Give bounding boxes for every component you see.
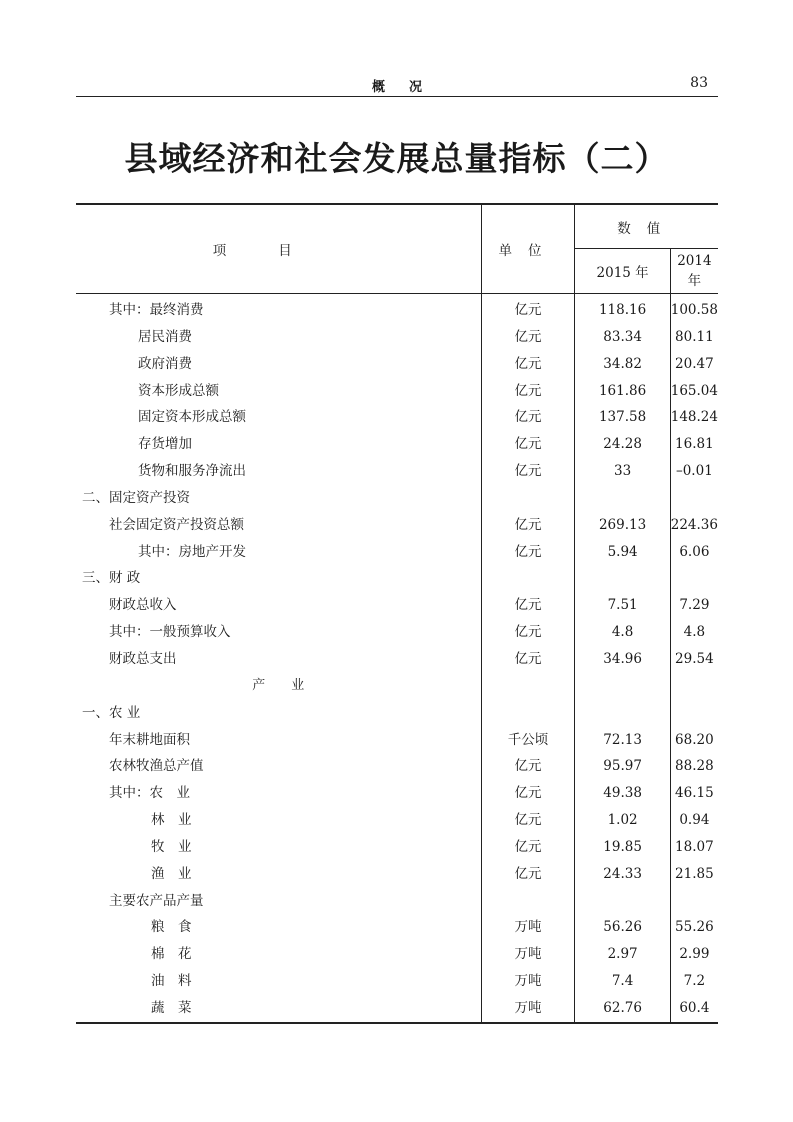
row-value-2014: 80.11	[675, 328, 714, 345]
row-value-2015: 161.86	[575, 378, 670, 405]
row-value-2015: 4.8	[575, 619, 670, 646]
row-unit: 亿元	[481, 592, 575, 619]
row-item: 其中：房地产开发	[138, 543, 246, 560]
row-item: 存货增加	[138, 436, 192, 453]
page-title: 县域经济和社会发展总量指标（二）	[124, 139, 669, 178]
row-value-2015: 7.4	[575, 968, 670, 995]
row-item: 产业	[252, 677, 331, 693]
row-value-2014: 68.20	[675, 731, 714, 748]
row-unit: 万吨	[481, 968, 575, 995]
row-value-2014: –0.01	[675, 463, 713, 480]
row-value-2015: 33	[575, 458, 670, 485]
row-item: 油 料	[151, 973, 192, 990]
row-value-2015: 269.13	[575, 512, 670, 539]
row-value-2015: 5.94	[575, 539, 670, 566]
table-row	[76, 539, 718, 566]
table-row	[76, 592, 718, 619]
section-name: 概况	[371, 80, 446, 95]
row-unit	[481, 485, 575, 512]
row-unit: 万吨	[481, 995, 575, 1023]
row-value-2014: 20.47	[675, 355, 714, 372]
indicator-table	[76, 203, 718, 1024]
row-value-2014: 100.58	[670, 302, 718, 318]
row-value-2014: 2.99	[679, 946, 710, 963]
row-value-2015: 2.97	[575, 941, 670, 968]
table-row	[76, 941, 718, 968]
table-row	[76, 834, 718, 861]
row-value-2014	[670, 700, 718, 727]
row-value-2015: 118.16	[575, 294, 670, 324]
table-row	[76, 861, 718, 888]
running-header	[76, 70, 718, 97]
table-row	[76, 753, 718, 780]
table-row	[76, 431, 718, 458]
table-row	[76, 512, 718, 539]
row-item: 林 业	[151, 812, 192, 829]
row-item: 其中：农 业	[109, 785, 190, 802]
header-value: 数值	[575, 204, 718, 249]
row-unit: 亿元	[481, 431, 575, 458]
table-row	[76, 700, 718, 727]
table-row	[76, 324, 718, 351]
table-row	[76, 404, 718, 431]
row-unit: 亿元	[481, 807, 575, 834]
table-row	[76, 727, 718, 754]
row-unit: 亿元	[481, 324, 575, 351]
row-value-2014: 16.81	[675, 436, 714, 453]
table-row	[76, 619, 718, 646]
row-value-2015: 72.13	[575, 727, 670, 754]
row-item: 其中：最终消费	[109, 302, 204, 318]
table-row	[76, 458, 718, 485]
table-row	[76, 294, 718, 324]
row-value-2015	[575, 700, 670, 727]
row-value-2015: 62.76	[575, 995, 670, 1023]
table-body	[76, 294, 718, 1023]
row-value-2014: 55.26	[675, 919, 714, 936]
row-unit: 亿元	[481, 378, 575, 405]
header-item: 项目	[76, 204, 481, 294]
row-item: 居民消费	[138, 328, 192, 345]
row-unit: 亿元	[481, 753, 575, 780]
row-value-2014: 224.36	[670, 516, 718, 533]
row-value-2014: 18.07	[675, 838, 714, 855]
row-value-2014	[670, 485, 718, 512]
row-item: 政府消费	[138, 355, 192, 372]
row-item: 二、固定资产投资	[82, 489, 190, 506]
row-unit	[481, 565, 575, 592]
row-unit: 亿元	[481, 458, 575, 485]
table-row	[76, 995, 718, 1023]
row-value-2015: 83.34	[575, 324, 670, 351]
row-unit: 亿元	[481, 351, 575, 378]
row-value-2014: 4.8	[683, 624, 706, 641]
row-unit	[481, 673, 575, 700]
row-value-2015: 24.33	[575, 861, 670, 888]
row-unit: 千公顷	[481, 727, 575, 754]
row-unit: 亿元	[481, 404, 575, 431]
row-value-2015: 95.97	[575, 753, 670, 780]
row-value-2014	[670, 673, 718, 700]
row-unit: 亿元	[481, 619, 575, 646]
table-row	[76, 673, 718, 700]
row-value-2015: 34.82	[575, 351, 670, 378]
row-unit: 万吨	[481, 914, 575, 941]
header-unit: 单位	[481, 204, 575, 294]
row-value-2015	[575, 485, 670, 512]
row-unit: 亿元	[481, 512, 575, 539]
table-header	[76, 204, 718, 294]
header-year-2015: 2015 年	[575, 249, 670, 294]
row-item: 粮 食	[151, 919, 192, 936]
row-value-2014: 7.29	[679, 597, 710, 614]
row-value-2015: 137.58	[575, 404, 670, 431]
row-item: 牧 业	[151, 838, 192, 855]
row-value-2015: 1.02	[575, 807, 670, 834]
row-unit: 亿元	[481, 646, 575, 673]
row-item: 三、财 政	[82, 570, 141, 587]
row-value-2014: 7.2	[683, 973, 706, 990]
row-value-2014: 165.04	[670, 382, 718, 399]
row-unit: 亿元	[481, 780, 575, 807]
table-row	[76, 565, 718, 592]
table-row	[76, 807, 718, 834]
row-unit	[481, 888, 575, 915]
row-item: 渔 业	[151, 865, 192, 882]
row-value-2014: 0.94	[679, 812, 710, 829]
table-row	[76, 968, 718, 995]
page-number: 83	[690, 75, 708, 91]
row-value-2015	[575, 565, 670, 592]
row-item: 资本形成总额	[138, 382, 219, 399]
row-item: 主要农产品产量	[109, 892, 204, 909]
row-value-2015: 49.38	[575, 780, 670, 807]
row-item: 农林牧渔总产值	[109, 758, 204, 775]
row-value-2015	[575, 673, 670, 700]
row-value-2014: 148.24	[670, 409, 718, 426]
table-row	[76, 888, 718, 915]
row-value-2014	[670, 888, 718, 915]
row-unit: 亿元	[481, 294, 575, 324]
row-value-2015: 34.96	[575, 646, 670, 673]
row-value-2015	[575, 888, 670, 915]
row-value-2014: 29.54	[675, 650, 714, 667]
table-row	[76, 485, 718, 512]
row-item: 货物和服务净流出	[138, 463, 246, 480]
row-unit: 亿元	[481, 834, 575, 861]
row-item: 社会固定资产投资总额	[109, 516, 244, 533]
row-value-2014: 60.4	[670, 995, 718, 1023]
row-value-2014	[670, 565, 718, 592]
row-value-2015: 24.28	[575, 431, 670, 458]
table-row	[76, 378, 718, 405]
table-row	[76, 646, 718, 673]
row-unit	[481, 700, 575, 727]
row-item: 固定资本形成总额	[138, 409, 246, 426]
row-unit: 亿元	[481, 539, 575, 566]
row-item: 财政总收入	[109, 597, 177, 614]
table-row	[76, 914, 718, 941]
table-row	[76, 780, 718, 807]
row-value-2014: 46.15	[675, 785, 714, 802]
row-value-2014: 6.06	[679, 543, 710, 560]
header-year-2014: 2014 年	[670, 249, 718, 294]
table-row	[76, 351, 718, 378]
row-value-2015: 7.51	[575, 592, 670, 619]
row-unit: 万吨	[481, 941, 575, 968]
row-item: 棉 花	[151, 946, 192, 963]
row-value-2015: 56.26	[575, 914, 670, 941]
row-item: 财政总支出	[109, 650, 177, 667]
row-item: 其中：一般预算收入	[109, 624, 231, 641]
row-value-2014: 21.85	[675, 865, 714, 882]
row-value-2014: 88.28	[675, 758, 714, 775]
row-item: 蔬 菜	[76, 995, 481, 1023]
row-value-2015: 19.85	[575, 834, 670, 861]
row-item: 一、农 业	[82, 704, 141, 721]
row-item: 年末耕地面积	[109, 731, 190, 748]
row-unit: 亿元	[481, 861, 575, 888]
